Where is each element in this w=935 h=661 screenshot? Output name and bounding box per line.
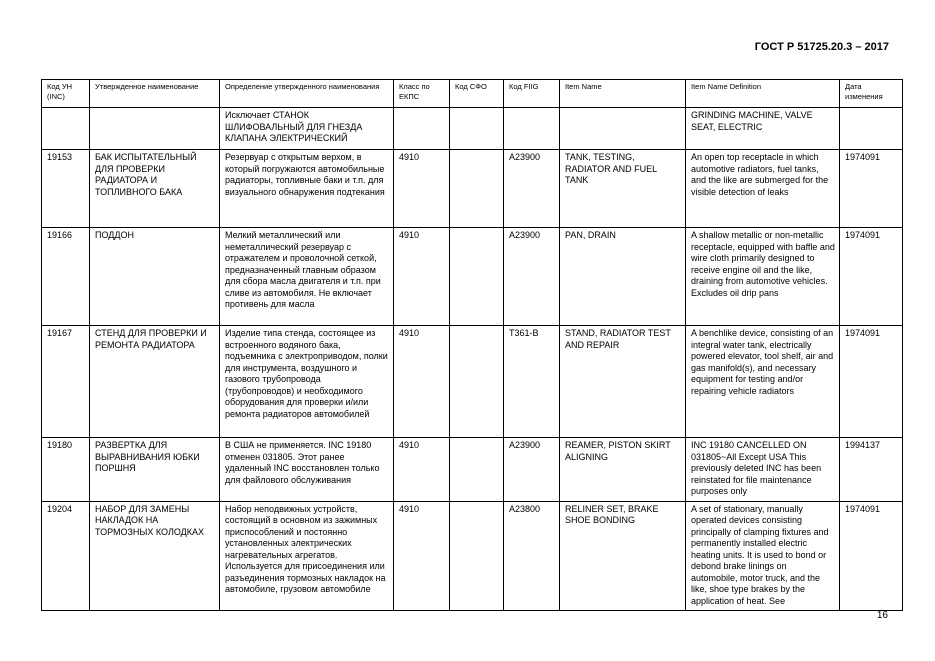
- cell-item-definition: INC 19180 CANCELLED ON 031805~All Except USA This previously deleted INC has been reinstated for file maintenance purposes only: [686, 438, 840, 502]
- cell-inc: 19180: [42, 438, 90, 502]
- cell-fiig: [504, 108, 560, 150]
- cell-name: ПОДДОН: [90, 228, 220, 326]
- cell-date: 1974091: [840, 501, 903, 611]
- cell-definition: Резервуар с открытым верхом, в который погружаются автомобильные радиаторы, топливные баки и т.п. для визуального обнаружения подтекания: [220, 150, 394, 228]
- cell-date: 1974091: [840, 150, 903, 228]
- cell-item-definition: A shallow metallic or non-metallic receptacle, equipped with baffle and wire cloth primarily designed to receive engine oil and the like, draining from automotive vehicles. Excludes oil drip pans: [686, 228, 840, 326]
- cell-item-definition: A benchlike device, consisting of an integral water tank, electrically powered elevator, tool shelf, air and gas manifold(s), and necessary equipment for testing and/or repairing vehicle radiators: [686, 326, 840, 438]
- cell-item-name: [560, 108, 686, 150]
- table-row: [42, 228, 903, 326]
- col-header-ekps: Класс по ЕКПС: [394, 80, 450, 108]
- cell-item-name: RELINER SET, BRAKE SHOE BONDING: [560, 501, 686, 611]
- cell-date: 1994137: [840, 438, 903, 502]
- cell-date: 1974091: [840, 326, 903, 438]
- cell-ekps: 4910: [394, 438, 450, 502]
- page-number: 16: [876, 610, 888, 621]
- cell-item-name: TANK, TESTING, RADIATOR AND FUEL TANK: [560, 150, 686, 228]
- table-row: [42, 501, 903, 611]
- cell-definition: Изделие типа стенда, состоящее из встроенного водяного бака, подъемника с электроприводом, полки для инструмента, воздушного и газового трубопровода (трубопроводов) и необходимого оборудования для проверки и/или ремонта радиаторов автомобилей: [220, 326, 394, 438]
- cell-item-definition: A set of stationary, manually operated devices consisting principally of clamping fixtures and permanently installed electric heating units. It is used to bond or debond brake linings on automobile, motor truck, and the like, shoe type brakes by the application of heat. See: [686, 501, 840, 611]
- cell-inc: 19153: [42, 150, 90, 228]
- col-header-item-definition: Item Name Definition: [686, 80, 840, 108]
- cell-item-definition: An open top receptacle in which automotive radiators, fuel tanks, and the like are submerged for the visible detection of leaks: [686, 150, 840, 228]
- cell-fiig: A23900: [504, 228, 560, 326]
- table-header-row: [42, 80, 903, 108]
- cell-inc: 19167: [42, 326, 90, 438]
- cell-inc: 19204: [42, 501, 90, 611]
- cell-inc: [42, 108, 90, 150]
- cell-sfo: [450, 108, 504, 150]
- cell-ekps: 4910: [394, 228, 450, 326]
- document-code: ГОСТ Р 51725.20.3 – 2017: [754, 41, 889, 53]
- cell-item-name: REAMER, PISTON SKIRT ALIGNING: [560, 438, 686, 502]
- col-header-item-name: Item Name: [560, 80, 686, 108]
- col-header-sfo: Код СФО: [450, 80, 504, 108]
- cell-date: 1974091: [840, 228, 903, 326]
- cell-item-definition: GRINDING MACHINE, VALVE SEAT, ELECTRIC: [686, 108, 840, 150]
- table-row: [42, 150, 903, 228]
- cell-ekps: 4910: [394, 150, 450, 228]
- cell-fiig: A23900: [504, 438, 560, 502]
- cell-definition: Мелкий металлический или неметаллический резервуар с отражателем и проволочной сеткой, предназначенный главным образом для сбора масла двигателя и т.п. при сливе из автомобиля. Не включает противень для масла: [220, 228, 394, 326]
- col-header-definition: Определение утвержденного наименования: [220, 80, 394, 108]
- cell-date: [840, 108, 903, 150]
- specification-table: [41, 79, 903, 611]
- cell-definition: Набор неподвижных устройств, состоящий в основном из зажимных приспособлений и постоянно установленных электрических нагревательных агрегатов. Используется для присоединения или разъединения тормозных накладок на автомобиле, грузовом автомобиле: [220, 501, 394, 611]
- cell-name: НАБОР ДЛЯ ЗАМЕНЫ НАКЛАДОК НА ТОРМОЗНЫХ КОЛОДКАХ: [90, 501, 220, 611]
- col-header-fiig: Код FIIG: [504, 80, 560, 108]
- table-row: [42, 438, 903, 502]
- col-header-name: Утвержденное наименование: [90, 80, 220, 108]
- cell-name: РАЗВЕРТКА ДЛЯ ВЫРАВНИВАНИЯ ЮБКИ ПОРШНЯ: [90, 438, 220, 502]
- cell-fiig: A23900: [504, 150, 560, 228]
- col-header-date: Дата изменения: [840, 80, 903, 108]
- cell-sfo: [450, 438, 504, 502]
- table-row: [42, 326, 903, 438]
- cell-sfo: [450, 150, 504, 228]
- cell-ekps: [394, 108, 450, 150]
- cell-sfo: [450, 228, 504, 326]
- cell-ekps: 4910: [394, 326, 450, 438]
- cell-sfo: [450, 326, 504, 438]
- cell-ekps: 4910: [394, 501, 450, 611]
- cell-definition: Исключает СТАНОК ШЛИФОВАЛЬНЫЙ ДЛЯ ГНЕЗДА КЛАПАНА ЭЛЕКТРИЧЕСКИЙ: [220, 108, 394, 150]
- cell-fiig: A23800: [504, 501, 560, 611]
- cell-item-name: PAN, DRAIN: [560, 228, 686, 326]
- cell-inc: 19166: [42, 228, 90, 326]
- cell-item-name: STAND, RADIATOR TEST AND REPAIR: [560, 326, 686, 438]
- cell-definition: В США не применяется. INC 19180 отменен 031805. Этот ранее удаленный INC восстановлен только для файлового обслуживания: [220, 438, 394, 502]
- cell-sfo: [450, 501, 504, 611]
- cell-name: [90, 108, 220, 150]
- cell-name: СТЕНД ДЛЯ ПРОВЕРКИ И РЕМОНТА РАДИАТОРА: [90, 326, 220, 438]
- col-header-inc: Код УН (INC): [42, 80, 90, 108]
- table-row-continuation: [42, 108, 903, 150]
- cell-name: БАК ИСПЫТАТЕЛЬНЫЙ ДЛЯ ПРОВЕРКИ РАДИАТОРА И ТОПЛИВНОГО БАКА: [90, 150, 220, 228]
- cell-fiig: T361-B: [504, 326, 560, 438]
